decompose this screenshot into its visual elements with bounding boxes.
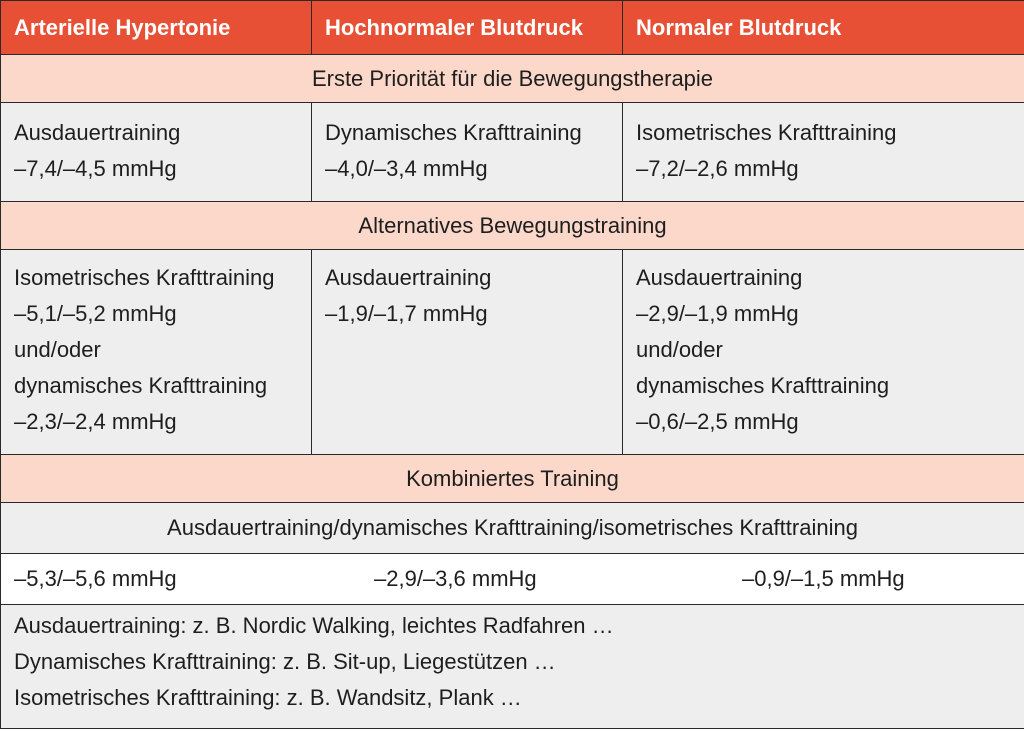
cell-line: Ausdauertraining <box>325 265 492 290</box>
cell-line: und/oder <box>636 337 723 362</box>
note-line: Isometrisches Krafttraining: z. B. Wandsitz, Plank … <box>14 685 522 710</box>
section-row-first-priority <box>1 55 1024 103</box>
cell-line: –0,6/–2,5 mmHg <box>636 409 799 434</box>
section-row-combined <box>1 455 1024 503</box>
training-value: –7,4/–4,5 mmHg <box>14 156 177 181</box>
cell-line: Ausdauertraining <box>636 265 803 290</box>
section-combined: Kombiniertes Training <box>1 455 1024 503</box>
cell-line: –5,1/–5,2 mmHg <box>14 301 177 326</box>
first-priority-row <box>1 103 1024 202</box>
header-arterielle-hypertonie: Arterielle Hypertonie <box>1 1 312 55</box>
combined-description-row <box>1 503 1024 554</box>
combined-value: –0,9/–1,5 mmHg <box>742 566 905 591</box>
training-value: –4,0/–3,4 mmHg <box>325 156 488 181</box>
header-normaler-blutdruck: Normaler Blutdruck <box>623 1 1024 55</box>
cell-line: und/oder <box>14 337 101 362</box>
cell-line: –2,9/–1,9 mmHg <box>636 301 799 326</box>
alternative-row <box>1 250 1024 455</box>
first-priority-cell <box>623 103 1024 202</box>
cell-line: –1,9/–1,7 mmHg <box>325 301 488 326</box>
training-name: Dynamisches Krafttraining <box>325 120 582 145</box>
section-row-alternative <box>1 202 1024 250</box>
alternative-cell <box>623 250 1024 455</box>
notes-row <box>1 605 1024 729</box>
cell-line: Isometrisches Krafttraining <box>14 265 275 290</box>
first-priority-cell <box>1 103 312 202</box>
cell-line: dynamisches Krafttraining <box>636 373 890 398</box>
alternative-cell <box>312 250 623 455</box>
header-row <box>1 1 1024 55</box>
training-name: Ausdauertraining <box>14 120 181 145</box>
combined-values <box>1 554 1024 604</box>
note-line: Ausdauertraining: z. B. Nordic Walking, leichtes Radfahren … <box>14 613 614 638</box>
combined-values-cell <box>1 554 1024 605</box>
combined-value: –5,3/–5,6 mmHg <box>14 566 177 591</box>
combined-description: Ausdauertraining/dynamisches Krafttraining/isometrisches Krafttraining <box>1 503 1024 554</box>
alternative-cell <box>1 250 312 455</box>
training-value: –7,2/–2,6 mmHg <box>636 156 799 181</box>
header-hochnormaler-blutdruck: Hochnormaler Blutdruck <box>312 1 623 55</box>
note-line: Dynamisches Krafttraining: z. B. Sit-up, Liegestützen … <box>14 649 556 674</box>
section-alternative: Alternatives Bewegungstraining <box>1 202 1024 250</box>
first-priority-cell <box>312 103 623 202</box>
cell-line: –2,3/–2,4 mmHg <box>14 409 177 434</box>
notes-cell <box>1 605 1024 729</box>
combined-values-row <box>1 554 1024 605</box>
combined-value: –2,9/–3,6 mmHg <box>374 566 537 591</box>
section-first-priority: Erste Priorität für die Bewegungstherapie <box>1 55 1024 103</box>
cell-line: dynamisches Krafttraining <box>14 373 268 398</box>
training-name: Isometrisches Krafttraining <box>636 120 897 145</box>
